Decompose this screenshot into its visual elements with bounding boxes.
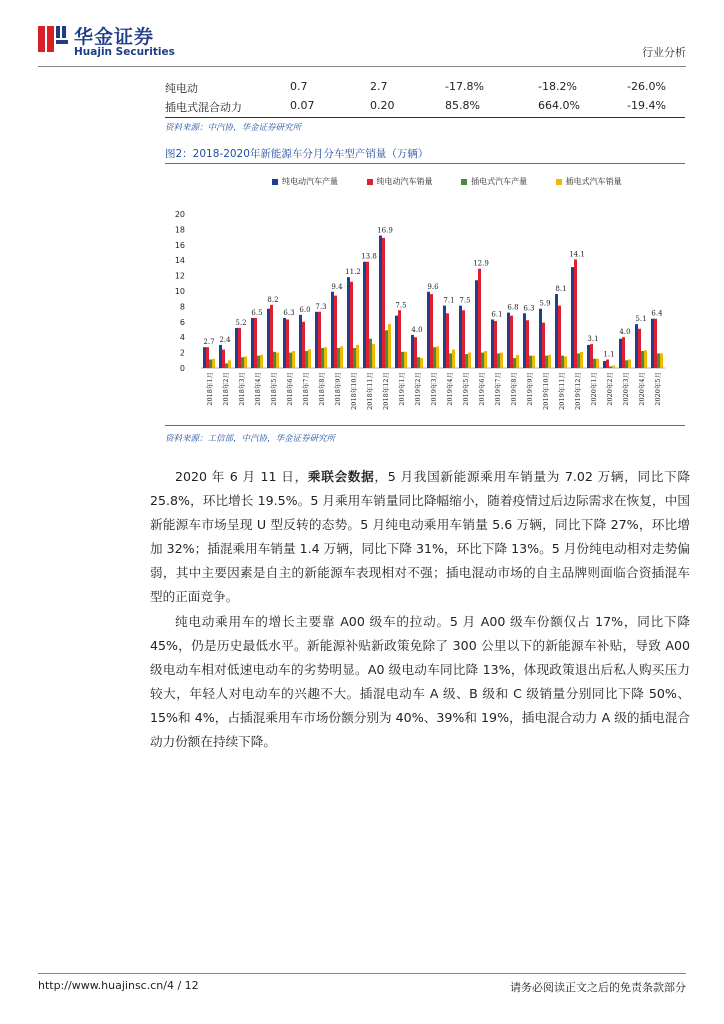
bar (609, 366, 612, 368)
table-cell: -18.2% (538, 80, 577, 93)
bar (638, 329, 641, 368)
bar (334, 296, 337, 368)
bar (379, 236, 382, 368)
y-tick-label: 2 (179, 348, 185, 358)
x-tick-label: 2019年2月 (414, 372, 422, 406)
table-row (165, 97, 685, 116)
bar (267, 309, 270, 368)
bar (625, 360, 628, 368)
bar (657, 353, 660, 368)
bar (401, 352, 404, 368)
data-label: 5.2 (235, 318, 247, 327)
bar (315, 312, 318, 368)
y-tick-label: 12 (174, 271, 185, 281)
bar (350, 282, 353, 368)
bar (411, 335, 414, 368)
data-label: 6.3 (283, 308, 295, 317)
table-cell: 0.7 (290, 80, 308, 93)
bar (465, 354, 468, 368)
x-tick-label: 2019年11月 (558, 372, 566, 410)
bar (212, 359, 215, 368)
data-label: 5.9 (539, 299, 551, 308)
bar (203, 347, 206, 368)
figure-title-divider (165, 163, 685, 164)
x-tick-label: 2018年5月 (270, 372, 278, 406)
bar (459, 306, 462, 368)
x-tick-label: 2018年9月 (334, 372, 342, 406)
data-label: 8.1 (555, 285, 567, 294)
x-tick-label: 2019年5月 (462, 372, 470, 406)
data-label: 3.1 (587, 335, 599, 344)
x-tick-label: 2018年7月 (302, 372, 310, 406)
bar (641, 351, 644, 368)
bar (302, 322, 305, 368)
y-tick-label: 0 (179, 364, 185, 373)
bar (587, 345, 590, 368)
bar (516, 355, 519, 368)
data-label: 6.5 (251, 308, 263, 317)
y-tick-label: 20 (174, 210, 185, 219)
bar (596, 359, 599, 368)
bar (292, 351, 295, 368)
table-cell: -19.4% (627, 99, 666, 112)
bar (385, 330, 388, 368)
data-label: 13.8 (361, 252, 377, 261)
x-tick-label: 2020年3月 (622, 372, 630, 406)
footer-disclaimer: 请务必阅读正文之后的免责条款部分 (510, 981, 686, 994)
y-tick-label: 10 (174, 287, 185, 296)
bar (606, 360, 609, 368)
x-tick-label: 2019年8月 (510, 372, 518, 406)
bar (430, 294, 433, 368)
p1-date: 2020 年 6 月 11 日， (175, 469, 308, 484)
bar (603, 361, 606, 368)
bar (420, 358, 423, 368)
x-tick-label: 2018年8月 (318, 372, 326, 406)
bar (529, 356, 532, 368)
row-label: 纯电动 (165, 82, 198, 95)
data-label: 8.2 (267, 295, 279, 304)
bar (273, 352, 276, 368)
bar (308, 350, 311, 368)
bar (363, 262, 366, 368)
bar (305, 351, 308, 368)
x-tick-label: 2018年11月 (366, 372, 374, 410)
legend-item (272, 176, 338, 187)
bar (414, 337, 417, 368)
bar (510, 316, 513, 368)
bar (462, 310, 465, 368)
bar (443, 306, 446, 368)
bar (612, 366, 615, 368)
bar (404, 352, 407, 368)
bar (276, 353, 279, 368)
bar (340, 346, 343, 368)
legend-swatch (556, 179, 562, 185)
bar (427, 292, 430, 368)
bar (417, 357, 420, 368)
x-tick-label: 2019年12月 (574, 372, 582, 410)
table-cell: 0.07 (290, 99, 315, 112)
paragraph-2 (150, 610, 690, 754)
row-label: 插电式混合动力 (165, 101, 242, 114)
y-tick-label: 8 (179, 302, 185, 312)
bar (545, 356, 548, 368)
bar (555, 294, 558, 368)
footer-divider (38, 973, 686, 974)
bar (244, 356, 247, 368)
bar (324, 347, 327, 368)
bar (433, 347, 436, 368)
bar (337, 348, 340, 368)
bar (539, 309, 542, 368)
x-tick-label: 2018年6月 (286, 372, 294, 406)
table-cell: 2.7 (370, 80, 388, 93)
bar (497, 353, 500, 368)
bar (289, 353, 292, 368)
bar (542, 323, 545, 368)
huajin-logo-icon (38, 24, 68, 54)
legend-label: 插电式汽车销量 (565, 177, 622, 186)
bar (254, 318, 257, 368)
legend-swatch (367, 179, 373, 185)
brand-name-cn: 华金证券 (74, 26, 155, 48)
table-cell: -17.8% (445, 80, 484, 93)
data-label: 7.1 (443, 296, 455, 305)
bar (372, 344, 375, 368)
table-cell: 664.0% (538, 99, 580, 112)
bar (436, 346, 439, 368)
table-source: 资料来源：中汽协，华金证券研究所 (165, 123, 302, 133)
x-tick-label: 2018年1月 (206, 372, 214, 406)
bar (347, 277, 350, 368)
report-type: 行业分析 (642, 46, 686, 59)
bar (366, 262, 369, 368)
bar (251, 318, 254, 368)
bar (228, 360, 231, 368)
data-label: 6.4 (651, 309, 663, 318)
bar (644, 350, 647, 368)
bar (491, 319, 494, 368)
data-label: 9.6 (427, 282, 439, 291)
x-tick-label: 2018年12月 (382, 372, 390, 410)
legend-item (461, 176, 527, 187)
bar (478, 269, 481, 368)
legend-label: 纯电动汽车产量 (282, 177, 338, 186)
bar (577, 353, 580, 368)
bar (235, 328, 238, 368)
y-tick-label: 4 (179, 333, 185, 343)
x-tick-label: 2019年3月 (430, 372, 438, 406)
bar (619, 339, 622, 368)
bar (222, 350, 225, 368)
table-cell: 0.20 (370, 99, 395, 112)
bar (219, 345, 222, 368)
legend-label: 纯电动汽车销量 (376, 177, 433, 186)
data-label: 2.4 (219, 335, 231, 344)
bar-chart (165, 200, 685, 422)
bar (590, 344, 593, 368)
table-cell: 85.8% (445, 99, 480, 112)
p1-rest: ，5 月我国新能源乘用车销量为 7.02 万辆，同比下降 25.8%，环比增长 19.5%。5 月乘用车销量同比降幅缩小，随着疫情过后边际需求在恢复，中国新能源车市场呈现 U 型反转的态势。5 月纯电动乘用车销量 5.6 万辆，同比下降 27%，环比增加 32%；插混乘用车销量 1.4 万辆，同比下降 31%，环比下降 13%。5 月份纯电动相对走势偏弱，其中主要因素是自主的新能源车表现相对不强；插电混动市场的自主品牌则面临合资插混车型的正面竞争。 (150, 469, 691, 604)
bar (513, 358, 516, 368)
data-label: 6.1 (491, 310, 503, 319)
x-tick-label: 2019年1月 (398, 372, 406, 406)
bar (395, 316, 398, 368)
bar (622, 337, 625, 368)
bar (548, 355, 551, 368)
legend-swatch (272, 179, 278, 185)
bar (500, 353, 503, 368)
bar (532, 356, 535, 368)
table-cell: -26.0% (627, 80, 666, 93)
bar (283, 318, 286, 368)
bar (286, 319, 289, 368)
bar (241, 357, 244, 368)
bar (558, 306, 561, 368)
x-tick-label: 2019年10月 (542, 372, 550, 410)
data-label: 14.1 (569, 250, 585, 259)
bar (331, 292, 334, 368)
figure-bottom-divider (165, 425, 685, 426)
p2-text: 纯电动乘用车的增长主要靠 A00 级车的拉动。5 月 A00 级车份额仅占 17%，同比下降 45%，仍是历史最低水平。新能源补贴新政策免除了 300 公里以下的新能源车补贴，导致 A00 级电动车相对低速电动车的劣势明显。A0 级电动车同比降 13%，体现政策退出后私人购买压力较大，年轻人对电动车的兴趣不大。插混电动车 A 级、B 级和 C 级销量分别同比下降 50%、15%和 4%，占插混乘用车市场份额分别为 40%、39%和 19%，插电混合动力 A 级的插电混合动力份额在持续下降。 (150, 614, 690, 749)
bar (452, 350, 455, 368)
p1-bold: 乘联会数据 (307, 469, 375, 484)
data-label: 12.9 (473, 259, 489, 268)
bar (507, 313, 510, 368)
y-tick-label: 6 (179, 317, 185, 327)
x-tick-label: 2020年4月 (638, 372, 646, 406)
bar (209, 360, 212, 368)
x-tick-label: 2018年4月 (254, 372, 262, 406)
bar (353, 348, 356, 368)
chart-legend (272, 176, 648, 187)
data-label: 11.2 (345, 268, 361, 277)
bar (388, 324, 391, 368)
x-tick-label: 2019年4月 (446, 372, 454, 406)
bar (238, 328, 241, 368)
legend-item (556, 176, 622, 187)
y-tick-label: 18 (174, 225, 185, 235)
data-label: 2.7 (203, 338, 215, 347)
y-tick-label: 16 (174, 240, 185, 250)
footer-url-page: http://www.huajinsc.cn/4 / 12 (38, 979, 199, 992)
x-tick-label: 2019年6月 (478, 372, 486, 406)
bar (628, 360, 631, 368)
bar (382, 238, 385, 368)
data-label: 6.8 (507, 303, 519, 312)
y-tick-label: 14 (174, 256, 185, 266)
sales-table (165, 78, 685, 116)
legend-item (367, 176, 433, 187)
brand-name-en: Huajin Securities (74, 46, 175, 58)
data-label: 9.4 (331, 282, 343, 291)
data-label: 7.5 (459, 296, 471, 305)
bar (574, 259, 577, 368)
bar (564, 356, 567, 368)
bar (449, 353, 452, 368)
bar (475, 280, 478, 368)
table-row (165, 78, 685, 97)
x-tick-label: 2018年10月 (350, 372, 358, 410)
data-label: 4.0 (411, 325, 423, 334)
x-tick-label: 2020年5月 (654, 372, 662, 406)
bar (571, 267, 574, 368)
bar (481, 353, 484, 368)
data-label: 6.0 (299, 305, 311, 314)
bar (651, 319, 654, 368)
data-label: 7.3 (315, 302, 327, 311)
data-label: 1.1 (603, 350, 615, 359)
x-tick-label: 2020年2月 (606, 372, 614, 406)
bar (526, 320, 529, 368)
bar (270, 305, 273, 368)
bar (260, 355, 263, 368)
data-label: 7.5 (395, 301, 407, 310)
paragraph-1 (150, 465, 690, 609)
bar (446, 313, 449, 368)
bar (356, 345, 359, 368)
bar (494, 321, 497, 368)
data-label: 4.0 (619, 328, 631, 337)
bar (660, 353, 663, 368)
data-label: 5.1 (635, 315, 647, 324)
table-divider (165, 117, 685, 118)
x-tick-label: 2019年9月 (526, 372, 534, 406)
x-tick-label: 2018年2月 (222, 372, 230, 406)
x-tick-label: 2019年7月 (494, 372, 502, 406)
bar (561, 356, 564, 368)
bar (580, 352, 583, 368)
bar (206, 347, 209, 368)
bar (257, 356, 260, 368)
legend-swatch (461, 179, 467, 185)
bar (398, 310, 401, 368)
bar (593, 359, 596, 368)
bar (468, 353, 471, 368)
data-label: 16.9 (377, 226, 393, 235)
legend-label: 插电式汽车产量 (471, 177, 528, 186)
bar (318, 312, 321, 368)
bar (299, 315, 302, 368)
page-header (38, 22, 686, 66)
data-label: 6.3 (523, 304, 535, 313)
bar (523, 313, 526, 368)
bar (635, 324, 638, 368)
bar (321, 348, 324, 368)
header-divider (38, 66, 686, 67)
figure-title: 图2：2018-2020年新能源车分月分车型产销量（万辆） (165, 148, 429, 160)
bar (369, 339, 372, 368)
bar (654, 319, 657, 368)
bar (225, 363, 228, 368)
figure-source: 资料来源：工信部，中汽协，华金证券研究所 (165, 434, 336, 444)
bar (484, 351, 487, 368)
x-tick-label: 2020年1月 (590, 372, 598, 406)
x-tick-label: 2018年3月 (238, 372, 246, 406)
